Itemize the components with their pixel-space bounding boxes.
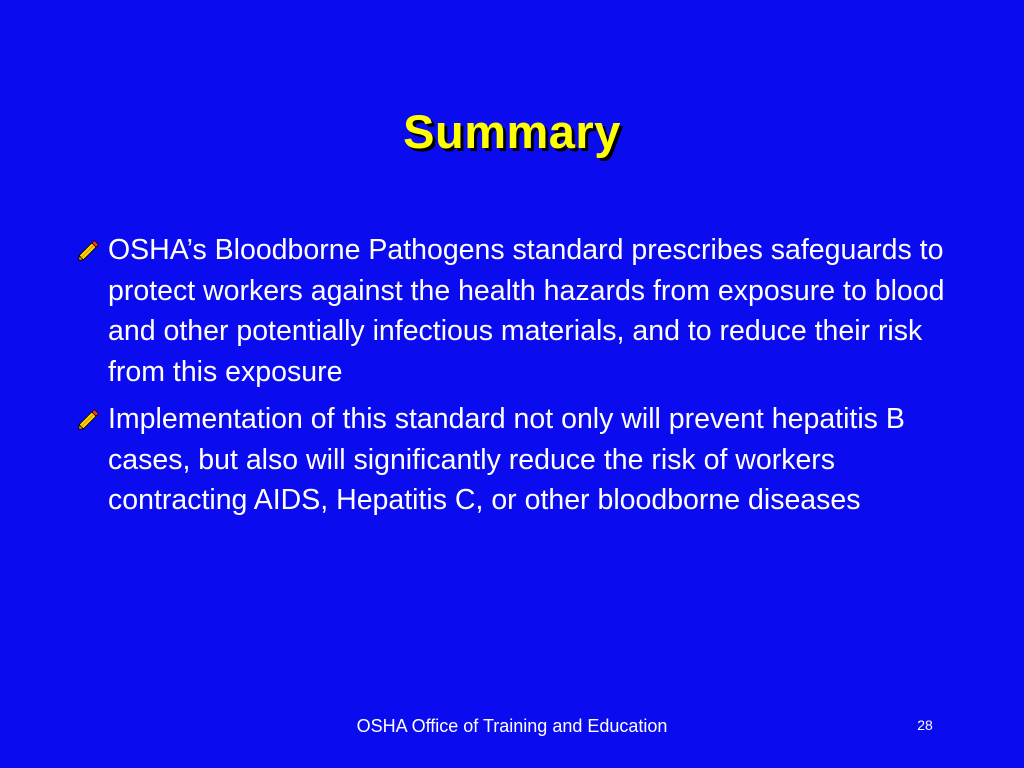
bullet-item — [70, 399, 950, 521]
pencil-icon — [74, 404, 104, 434]
page-number: 28 — [917, 717, 933, 733]
pencil-icon — [74, 235, 104, 265]
bullet-item — [70, 230, 950, 392]
footer-text: OSHA Office of Training and Education — [356, 716, 668, 736]
bullet-list — [70, 230, 950, 528]
bullet-text: OSHA’s Bloodborne Pathogens standard prescribes safeguards to protect workers against the health hazards from exposure to blood and other potentially infectious materials, and to reduce their risk from this exposure — [108, 234, 945, 388]
bullet-text: Implementation of this standard not only will prevent hepatitis B cases, but also will significantly reduce the risk of workers contracting AIDS, Hepatitis C, or other bloodborne diseases — [108, 403, 905, 516]
slide-title: Summary — [403, 105, 621, 158]
